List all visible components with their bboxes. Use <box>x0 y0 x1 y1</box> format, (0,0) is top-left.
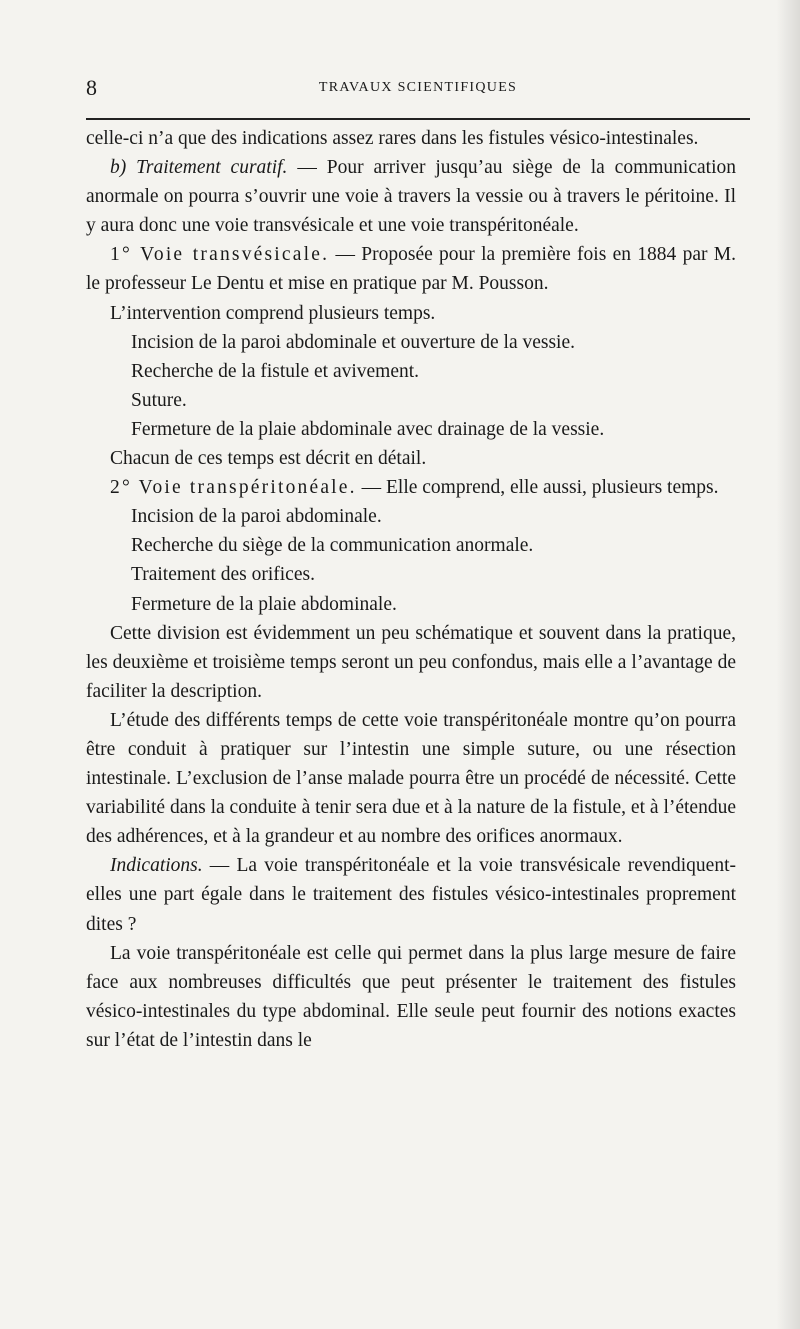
paragraph: Cette division est évidemment un peu schématique et souvent dans la pratique, les deuxième et troisième temps seront un peu confondus, mais elle a l’avantage de faciliter la description. <box>86 622 736 702</box>
subsection-heading: Indications. <box>110 855 203 877</box>
subsection-heading: b) Traitement curatif. <box>110 157 288 179</box>
paragraph: L’intervention comprend plusieurs temps. <box>110 302 436 324</box>
paragraph-text: — Proposée pour la première fois en 1884 par M. le professeur Le Dentu et mise en pratique par M. Pousson. <box>86 244 737 295</box>
paragraph: Chacun de ces temps est décrit en détail. <box>110 448 427 470</box>
body-text <box>86 124 736 1055</box>
step-item: Recherche de la fistule et avivement. <box>131 360 420 382</box>
step-item: Fermeture de la plaie abdominale. <box>131 593 397 615</box>
page-header <box>86 74 750 102</box>
paragraph-text: — Pour arriver jusqu’au siège de la communication anormale on pourra s’ouvrir une voie à travers la vessie ou à travers le péritoine. Il y aura donc une voie transvésicale et une voie transpéritonéale. <box>86 157 736 237</box>
paragraph: L’étude des différents temps de cette voie transpéritonéale montre qu’on pourra être conduit à pratiquer sur l’intestin une simple suture, ou une résection intestinale. L’exclusion de l’anse malade pourra être un procédé de nécessité. Cette variabilité dans la conduite à tenir sera due et à la nature de la fistule, et à l’étendue des adhérences, et à la grandeur et au nombre des orifices anormaux. <box>86 709 736 848</box>
page-number: 8 <box>86 75 97 100</box>
page-edge-shadow <box>776 0 800 1329</box>
paragraph <box>86 153 736 240</box>
running-title: TRAVAUX SCIENTIFIQUES <box>318 80 518 95</box>
paragraph <box>86 240 736 298</box>
step-item: Recherche du siège de la communication anormale. <box>131 535 534 557</box>
paragraph <box>86 473 736 502</box>
header-rule <box>86 118 750 120</box>
paragraph <box>86 851 736 938</box>
subsection-heading: 2° Voie transpéritonéale. <box>110 477 357 499</box>
step-item: Incision de la paroi abdominale. <box>131 506 382 528</box>
step-item: Fermeture de la plaie abdominale avec drainage de la vessie. <box>131 418 605 440</box>
paragraph-text: — Elle comprend, elle aussi, plusieurs temps. <box>356 477 719 499</box>
paragraph-text: — La voie transpéritonéale et la voie transvésicale revendiquent-elles une part égale dans le traitement des fistules vésico-intestinales proprement dites ? <box>86 855 736 935</box>
paragraph: La voie transpéritonéale est celle qui permet dans la plus large mesure de faire face aux nombreuses difficultés que peut présenter le traitement des fistules vésico-intestinales du type abdominal. Elle seule peut fournir des notions exactes sur l’état de l’intestin dans le <box>86 942 736 1051</box>
step-item: Incision de la paroi abdominale et ouverture de la vessie. <box>131 331 576 353</box>
paragraph: celle-ci n’a que des indications assez rares dans les fistules vésico-intestinales. <box>86 128 699 149</box>
step-item: Suture. <box>131 389 187 411</box>
step-item: Traitement des orifices. <box>131 564 315 586</box>
subsection-heading: 1° Voie transvésicale. <box>110 244 330 266</box>
